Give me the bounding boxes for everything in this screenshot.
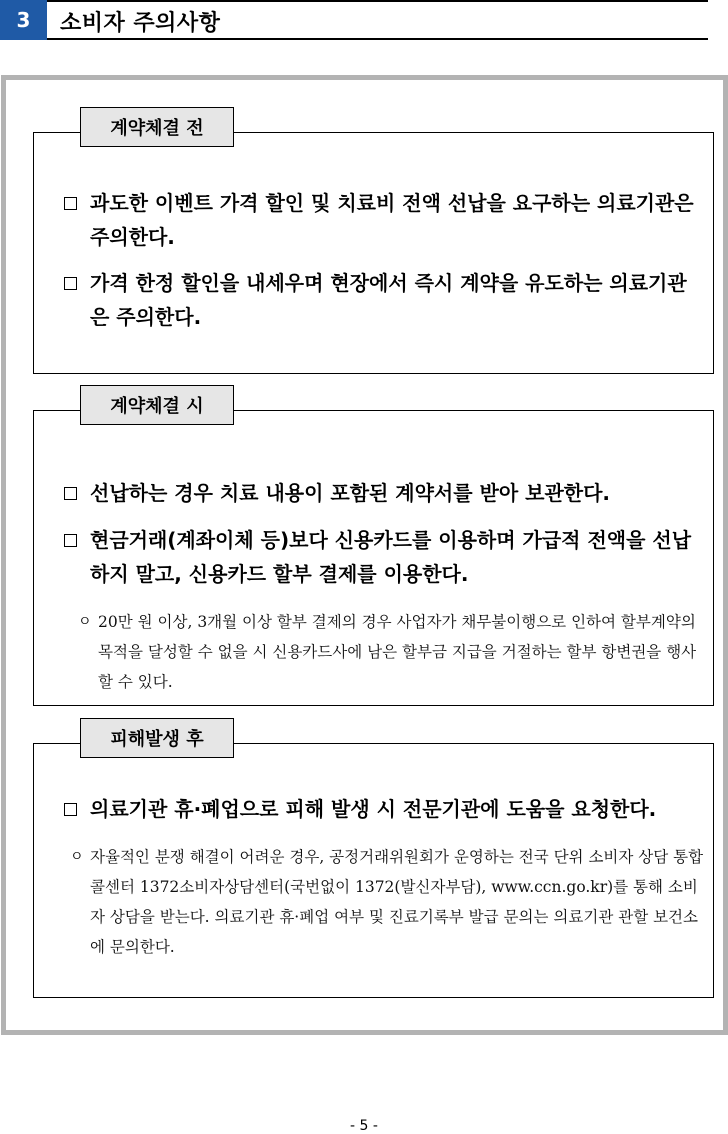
bullet-item [62,266,703,334]
tab-at-contract: 계약체결 시 [80,385,234,425]
bullet-text: 의료기관 휴·폐업으로 피해 발생 시 전문기관에 도움을 요청한다. [90,797,657,821]
note-text: 자율적인 분쟁 해결이 어려운 경우, 공정거래위원회가 운영하는 전국 단위 소비자 상담 통합 콜센터 1372소비자상담센터(국번없이 1372(발신자부담), www.ccn.go.kr)를 통해 소비자 상담을 받는다. 의료기관 휴·폐업 여부 및 진료기록부 발급 문의는 의료기관 관할 보건소에 문의한다. [90,848,704,956]
section-before-contract [33,118,714,374]
bullet-text: 과도한 이벤트 가격 할인 및 치료비 전액 선납을 요구하는 의료기관은 주의한다. [90,191,694,249]
section-at-contract [33,396,714,706]
checkbox-square-icon [64,277,77,290]
checkbox-square-icon [64,534,77,547]
section-number: 3 [0,0,47,40]
bullet-text: 현금거래(계좌이체 등)보다 신용카드를 이용하며 가급적 전액을 선납하지 말고, 신용카드 할부 결제를 이용한다. [90,528,692,586]
content-frame [1,75,728,1035]
note-text: 20만 원 이상, 3개월 이상 할부 결제의 경우 사업자가 채무불이행으로 인하여 할부계약의 목적을 달성할 수 없을 시 신용카드사에 남은 할부금 지급을 거절하는 할부 항변권을 행사할 수 있다. [98,613,697,691]
circle-bullet-icon: ㅇ [70,849,84,865]
tab-before-contract: 계약체결 전 [80,107,234,147]
checkbox-square-icon [64,487,77,500]
page-number: - 5 - [350,1118,378,1134]
bullet-item [62,186,703,254]
note-item [70,842,705,962]
header-rule-top [47,0,708,2]
section-header [0,0,708,42]
tab-after-damage: 피해발생 후 [80,718,234,758]
header-rule-bottom [47,38,708,40]
bullet-text: 가격 한정 할인을 내세우며 현장에서 즉시 계약을 유도하는 의료기관은 주의한다. [90,271,687,329]
section-title: 소비자 주의사항 [60,11,221,36]
bullet-item [62,476,703,510]
bullet-item [62,792,703,826]
checkbox-square-icon [64,803,77,816]
circle-bullet-icon: ㅇ [78,614,92,630]
checkbox-square-icon [64,197,77,210]
bullet-text: 선납하는 경우 치료 내용이 포함된 계약서를 받아 보관한다. [90,481,611,505]
note-item [78,607,705,697]
bullet-item [62,523,703,591]
section-after-damage [33,729,714,998]
